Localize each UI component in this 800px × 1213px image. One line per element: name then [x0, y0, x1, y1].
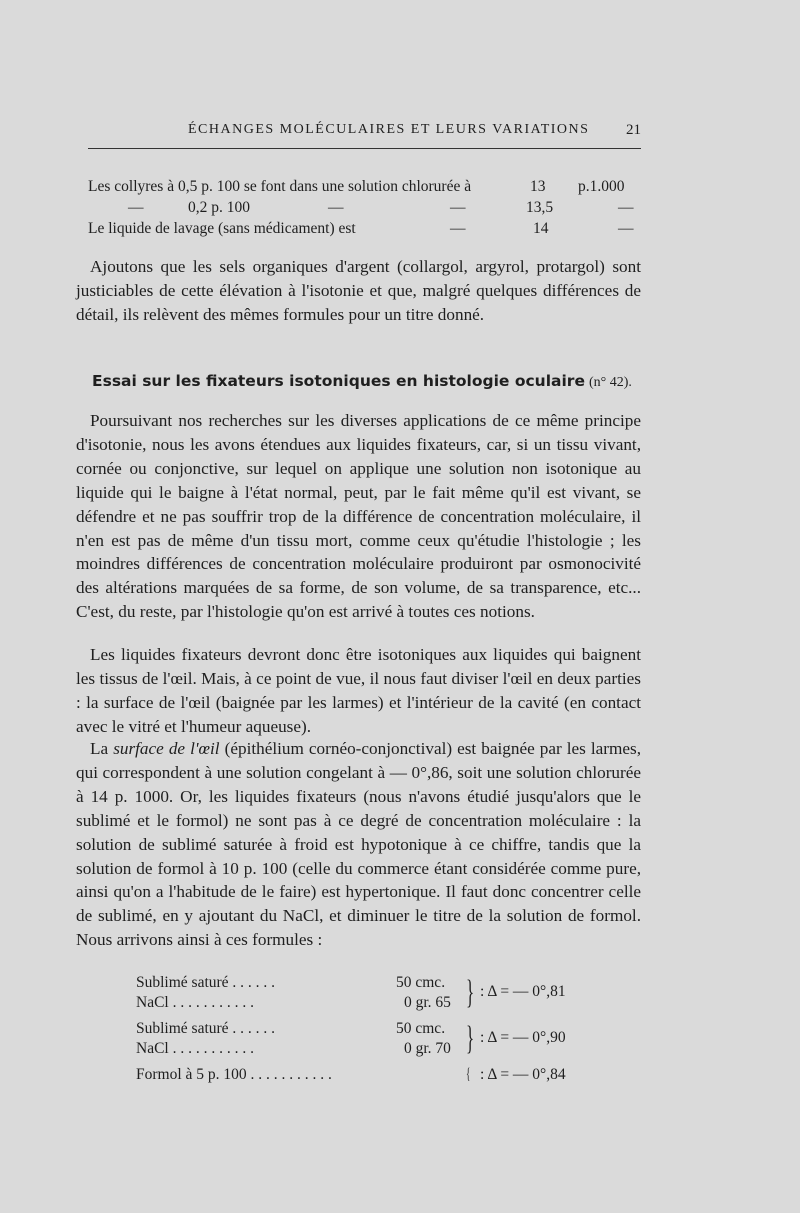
brace-icon: {: [466, 1066, 471, 1083]
formula-list: [136, 973, 596, 1089]
row-value: 13: [530, 178, 546, 195]
paragraph-lead: La: [90, 739, 109, 758]
table-row: [88, 176, 641, 197]
row-label: Le liquide de lavage (sans médicament) est: [88, 220, 356, 237]
paragraph-text: Poursuivant nos recherches sur les diverses applications de ce même principe d'isotonie, nous les avons étendues aux liquides fixateurs, car, si un tissu vivant, cornée ou conjonctive, sur lequel on applique une solution non isotonique au liquide qui le baigne à l'état normal, peut, par le fait même qu'il est vivant, se défendre et ne pas souffrir trop de la différence de concentration moléculaire, il n'en est pas de même d'un tissu mort, comme ceux qu'étudie l'histologie ; les moindres différences de concentration moléculaire produiront par osmonocivité des altérations marquées de sa forme, de son volume, de sa transparence, etc... C'est, du reste, par l'histologie qu'on est arrivé à toutes ces notions.: [76, 411, 641, 622]
formula-result: : Δ = — 0°,90: [480, 1029, 566, 1046]
row-unit: —: [618, 199, 634, 216]
paragraph-rest: (épithélium cornéo-conjonctival) est baignée par les larmes, qui correspondent à une solution congelant à — 0°,86, soit une solution chlorurée à 14 p. 1000. Or, les liquides fixateurs (nous n'avons étudié jusqu'alors que le sublimé et le formol) ne sont pas à ce degré de concentration moléculaire : la solution de sublimé saturée à froid est hypotonique à ce chiffre, tandis que la solution de formol à 10 p. 100 (celle du commerce étant considérée comme pure, ainsi qu'on a l'habitude de le faire) est hypertonique. Il faut donc concentrer celle de sublimé, en y ajoutant du NaCl, et diminuer le titre de la solution de formol. Nous arrivons ainsi à ces formules :: [76, 739, 641, 950]
paragraph-emphasis: surface de l'œil: [113, 739, 220, 758]
ingredient-name: NaCl . . . . . . . . . . .: [136, 994, 254, 1011]
formula-group: [136, 1065, 596, 1089]
row-unit: —: [618, 220, 634, 237]
ingredient-qty: 50 cmc.: [396, 1020, 446, 1037]
paragraph-text: Ajoutons que les sels organiques d'argent (collargol, argyrol, protargol) sont justiciables de cette élévation à l'isotonie et que, malgré quelques différences de détail, ils relèvent des mêmes formules pour un titre donné.: [76, 257, 641, 324]
row-value: 13,5: [526, 199, 554, 216]
ingredient-qty: 0 gr. 70: [404, 1040, 451, 1057]
formula-result: : Δ = — 0°,81: [480, 983, 566, 1000]
paragraph: [76, 255, 641, 327]
paragraph: [76, 643, 641, 739]
formula-group: [136, 1019, 596, 1065]
row-unit: p.1.000: [578, 178, 625, 195]
section-heading-ref: (n° 42).: [588, 375, 632, 390]
row-dash: —: [328, 199, 344, 216]
brace-icon: }: [466, 1020, 475, 1057]
section-heading: [92, 372, 632, 391]
paragraph-text: [76, 737, 641, 952]
row-dash: —: [128, 199, 144, 216]
row-label: 0,2 p. 100: [188, 199, 250, 216]
collyre-table: [88, 176, 641, 239]
formula-line: [136, 1065, 596, 1085]
ingredient-qty: 50 cmc.: [396, 974, 446, 991]
paragraph-text: Les liquides fixateurs devront donc être isotoniques aux liquides qui baignent les tissus de l'œil. Mais, à ce point de vue, il nous faut diviser l'œil en deux parties : la surface de l'œil (baignée par les larmes) et l'intérieur de la cavité (en contact avec le vitré et l'humeur aqueuse).: [76, 645, 641, 736]
paragraph: [76, 409, 641, 624]
formula-result: : Δ = — 0°,84: [480, 1066, 566, 1083]
ingredient-name: Sublimé saturé . . . . . .: [136, 1020, 276, 1037]
ingredient-name: Formol à 5 p. 100 . . . . . . . . . . .: [136, 1066, 332, 1083]
brace-icon: }: [466, 974, 475, 1011]
page-header: [88, 122, 641, 149]
running-head: ÉCHANGES MOLÉCULAIRES ET LEURS VARIATIONS: [188, 122, 590, 137]
section-heading-text: Essai sur les fixateurs isotoniques en histologie oculaire: [92, 372, 585, 390]
ingredient-name: NaCl . . . . . . . . . . .: [136, 1040, 254, 1057]
page-number: 21: [626, 122, 641, 138]
row-dash: —: [450, 199, 466, 216]
table-row: [88, 218, 641, 239]
paragraph: [76, 737, 641, 952]
table-row: [88, 197, 641, 218]
formula-group: [136, 973, 596, 1019]
row-label: Les collyres à 0,5 p. 100 se font dans une solution chlorurée à: [88, 178, 472, 195]
row-dash: —: [450, 220, 466, 237]
row-value: 14: [533, 220, 549, 237]
ingredient-qty: 0 gr. 65: [404, 994, 451, 1011]
ingredient-name: Sublimé saturé . . . . . .: [136, 974, 276, 991]
